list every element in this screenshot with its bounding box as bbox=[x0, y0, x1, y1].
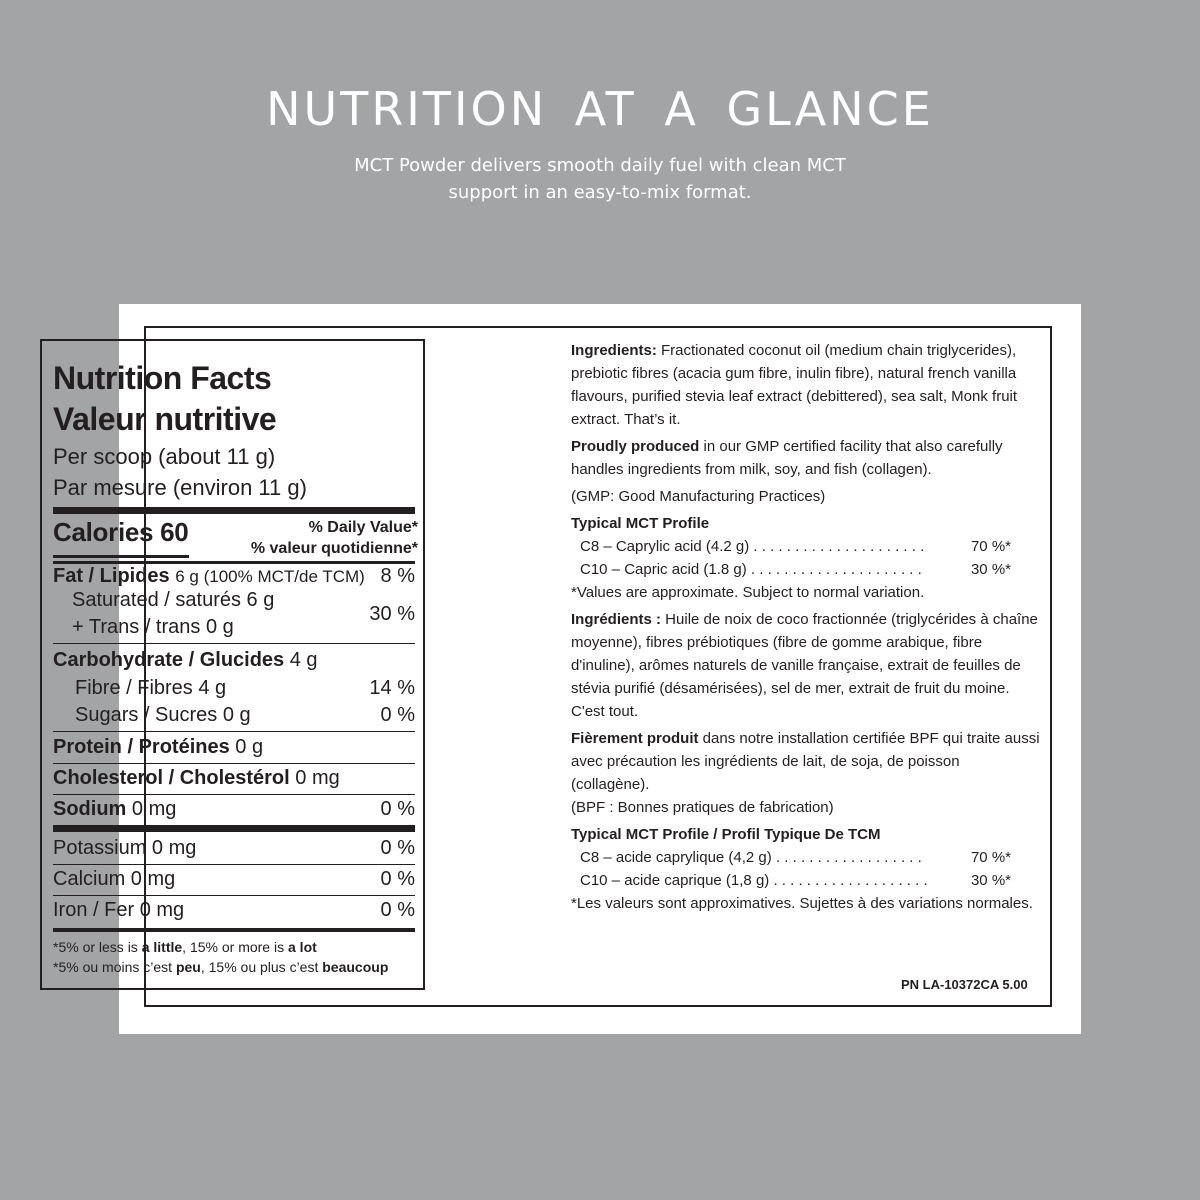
c10-row-en: C10 – Capric acid (1.8 g) . . . . . . . . . . . . . . . . . . . . . 30 %* bbox=[580, 561, 1011, 578]
page-title: NUTRITION AT A GLANCE bbox=[266, 82, 934, 136]
produced-fr-label: Fièrement produit bbox=[571, 730, 699, 747]
nf-title-en: Nutrition Facts bbox=[53, 360, 272, 396]
sugars-label: Sugars / Sucres 0 g bbox=[75, 704, 251, 726]
protein-row bbox=[53, 736, 415, 759]
daily-value-en: % Daily Value* bbox=[308, 519, 418, 536]
approx-note-fr: *Les valeurs sont approximatives. Sujettes à des variations normales. bbox=[571, 895, 1033, 912]
calories-underline bbox=[53, 555, 189, 558]
nf-title-fr: Valeur nutritive bbox=[53, 401, 277, 437]
carb-label: Carbohydrate / Glucides bbox=[53, 649, 285, 671]
carb-amount: 4 g bbox=[289, 649, 318, 671]
fat-amount: 6 g (100% MCT/de TCM) bbox=[175, 567, 365, 586]
sodium-dv: 0 % bbox=[380, 798, 415, 820]
part-number: PN LA-10372CA 5.00 bbox=[901, 977, 1028, 992]
iron-label: Iron / Fer 0 mg bbox=[53, 899, 185, 921]
c8-row-en: C8 – Caprylic acid (4.2 g) . . . . . . . . . . . . . . . . . . . . . 70 %* bbox=[580, 538, 1011, 555]
sugars-dv: 0 % bbox=[380, 704, 415, 726]
calcium-dv: 0 % bbox=[380, 868, 415, 890]
thin-rule bbox=[53, 895, 415, 896]
medium-rule bbox=[53, 561, 415, 564]
subtitle-line-1: MCT Powder delivers smooth daily fuel with clean MCT bbox=[354, 155, 846, 176]
iron-dv: 0 % bbox=[380, 899, 415, 921]
page-subtitle bbox=[0, 152, 1200, 206]
serving-size-en: Per scoop (about 11 g) bbox=[53, 444, 276, 469]
fibre-label: Fibre / Fibres 4 g bbox=[75, 677, 227, 699]
medium-rule bbox=[53, 928, 415, 932]
calcium-row bbox=[53, 868, 415, 891]
protein-label: Protein / Protéines bbox=[53, 736, 230, 758]
protein-amount: 0 g bbox=[235, 736, 264, 758]
daily-value-fr: % valeur quotidienne* bbox=[250, 540, 418, 557]
profile-title-en: Typical MCT Profile bbox=[571, 515, 710, 532]
sat-trans-dv: 30 % bbox=[369, 603, 415, 625]
ingredients-column bbox=[571, 339, 1041, 915]
footnote-en: *5% or less is a little, 15% or more is a lot bbox=[53, 939, 317, 955]
potassium-row bbox=[53, 837, 415, 860]
produced-fr: Fièrement produit dans notre installation certifiée BPF qui traite aussi avec précaution les ingrédients de lait, de soja, de poisson (collagène). bbox=[571, 730, 1040, 793]
fat-row bbox=[53, 565, 415, 588]
thin-rule bbox=[53, 731, 415, 732]
nutrition-facts-table bbox=[40, 339, 425, 990]
thick-rule bbox=[53, 825, 415, 832]
sodium-label: Sodium bbox=[53, 798, 127, 820]
ingredients-fr-label: Ingrédients : bbox=[571, 611, 662, 628]
ingredients-fr: Ingrédients : Huile de noix de coco fractionnée (triglycérides à chaîne moyenne), fibres prébiotiques (fibre de gomme arabique, fibre d'inuline), arômes naturels de vanille française, extrait de feuilles de stévia purifié (désamérisées), sel de mer, extrait de fruit du moine. C'est tout. bbox=[571, 611, 1038, 720]
gmp-note: (GMP: Good Manufacturing Practices) bbox=[571, 488, 826, 505]
calories-label: Calories 60 bbox=[53, 517, 189, 547]
thin-rule bbox=[53, 794, 415, 795]
calcium-label: Calcium 0 mg bbox=[53, 868, 176, 890]
potassium-dv: 0 % bbox=[380, 837, 415, 859]
carb-row bbox=[53, 649, 415, 672]
fibre-row bbox=[75, 677, 415, 700]
cholesterol-row bbox=[53, 767, 415, 790]
cholesterol-label: Cholesterol / Cholestérol bbox=[53, 767, 290, 789]
thick-rule bbox=[53, 507, 415, 514]
cholesterol-amount: 0 mg bbox=[295, 767, 340, 789]
sodium-amount: 0 mg bbox=[131, 798, 177, 820]
approx-note-en: *Values are approximate. Subject to normal variation. bbox=[571, 584, 925, 601]
trans-row: + Trans / trans 0 g bbox=[72, 616, 234, 638]
sodium-row bbox=[53, 798, 415, 821]
profile-title-fr: Typical MCT Profile / Profil Typique De TCM bbox=[571, 826, 881, 843]
ingredients-label: Ingredients: bbox=[571, 342, 657, 359]
c8-row-fr: C8 – acide caprylique (4,2 g) . . . . . . . . . . . . . . . . . . 70 %* bbox=[580, 849, 1011, 866]
thin-rule bbox=[53, 763, 415, 764]
ingredients-en: Ingredients: Fractionated coconut oil (medium chain triglycerides), prebiotic fibres (acacia gum fibre, inulin fibre), natural french vanilla flavours, purified stevia leaf extract (debittered), sea salt, Monk fruit extract. That’s it. bbox=[571, 342, 1018, 428]
potassium-label: Potassium 0 mg bbox=[53, 837, 197, 859]
thin-rule bbox=[53, 864, 415, 865]
serving-size-fr: Par mesure (environ 11 g) bbox=[53, 475, 307, 500]
bpf-note: (BPF : Bonnes pratiques de fabrication) bbox=[571, 799, 834, 816]
iron-row bbox=[53, 899, 415, 922]
fibre-dv: 14 % bbox=[369, 677, 415, 699]
fat-dv: 8 % bbox=[380, 565, 415, 587]
footnote-fr: *5% ou moins c’est peu, 15% ou plus c’est beaucoup bbox=[53, 959, 389, 975]
sugars-row bbox=[75, 704, 415, 727]
thin-rule bbox=[53, 643, 415, 644]
produced-en: Proudly produced in our GMP certified facility that also carefully handles ingredients from milk, soy, and fish (collagen). bbox=[571, 438, 1003, 478]
produced-label: Proudly produced bbox=[571, 438, 700, 455]
saturated-row: Saturated / saturés 6 g bbox=[72, 589, 275, 611]
subtitle-line-2: support in an easy-to-mix format. bbox=[448, 182, 752, 203]
c10-row-fr: C10 – acide caprique (1,8 g) . . . . . . . . . . . . . . . . . . . 30 %* bbox=[580, 872, 1011, 889]
fat-label: Fat / Lipides bbox=[53, 565, 170, 587]
